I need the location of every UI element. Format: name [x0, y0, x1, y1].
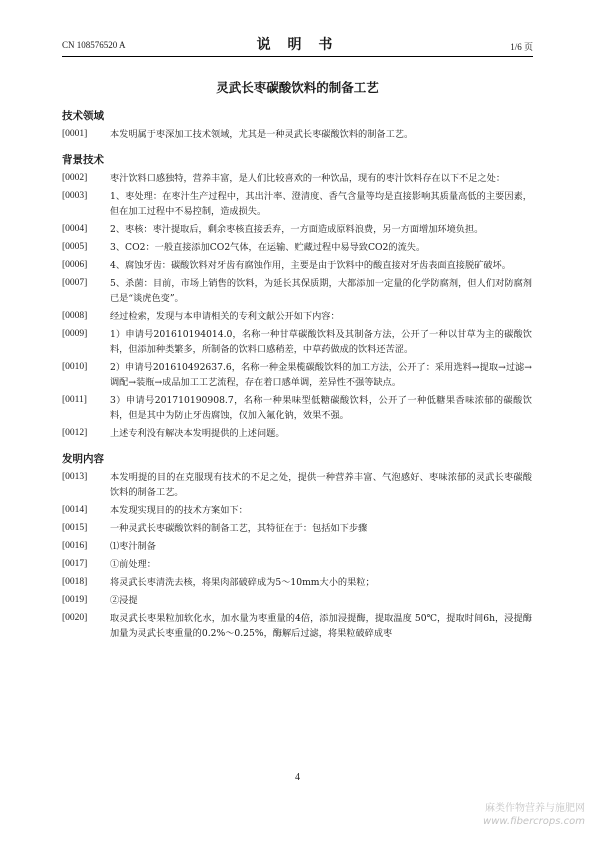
paragraph-text: ⑴枣汁制备 [110, 541, 156, 552]
paragraph-number: [0018] [62, 577, 88, 587]
paragraph-number: [0003] [62, 191, 88, 201]
paragraph [62, 309, 532, 324]
paragraph [62, 360, 532, 390]
paragraph-number: [0001] [62, 129, 88, 139]
section [62, 108, 532, 142]
paragraph [62, 557, 532, 572]
paragraph [62, 240, 532, 255]
paragraph-text: 1、枣处理：在枣汁生产过程中，其出汁率、澄清度、香气含量等均是直接影响其质量高低的主要因素，但在加工过程中不易控制，造成损失。 [110, 191, 532, 217]
paragraph-text: 上述专利没有解决本发明提供的上述问题。 [110, 428, 285, 439]
paragraph-number: [0010] [62, 362, 88, 372]
paragraph-text: 2、枣核：枣汁提取后，剩余枣核直接丢弃，一方面造成原料浪费，另一方面增加环境负担。 [110, 224, 484, 235]
paragraph [62, 276, 532, 306]
paragraph [62, 521, 532, 536]
paragraph-number: [0014] [62, 505, 88, 515]
paragraph [62, 127, 532, 142]
paragraph-text: 本发明提的目的在克服现有技术的不足之处，提供一种营养丰富、气泡感好、枣味浓郁的灵武长枣碳酸饮料的制备工艺。 [110, 472, 532, 498]
paragraph-number: [0006] [62, 260, 88, 270]
site-watermark [483, 802, 585, 828]
paragraph-number: [0002] [62, 173, 88, 183]
paragraph-number: [0020] [62, 613, 88, 623]
paragraph-text: 经过检索，发现与本申请相关的专利文献公开如下内容： [110, 311, 340, 322]
watermark-url: www.fibercrops.com [483, 816, 585, 827]
paragraph [62, 593, 532, 608]
paragraph-text: 3、CO2：一般直接添加CO2气体，在运输、贮藏过程中易导致CO2的流失。 [110, 242, 426, 253]
paragraph [62, 539, 532, 554]
paragraph-text: 2）申请号201610492637.6，名称一种金果榄碳酸饮料的加工方法，公开了：采用选料→提取→过滤→调配→装瓶→成品加工工艺流程，存在着口感单调，差异性不强等缺点。 [110, 362, 532, 388]
paragraph [62, 393, 532, 423]
page-indicator: 1/6 页 [510, 42, 533, 52]
paragraph [62, 611, 532, 641]
paragraph-text: 一种灵武长枣碳酸饮料的制备工艺，其特征在于：包括如下步骤 [110, 523, 368, 534]
paragraph-number: [0011] [62, 395, 87, 405]
paragraph-text: 4、腐蚀牙齿：碳酸饮料对牙齿有腐蚀作用，主要是由于饮料中的酸直接对牙齿表面直接脱矿破坏。 [110, 260, 511, 271]
paragraph [62, 171, 532, 186]
paragraph-number: [0017] [62, 559, 88, 569]
paragraph-number: [0009] [62, 329, 88, 339]
header-divider [62, 56, 533, 57]
paragraph-text: 取灵武长枣果粒加软化水，加水量为枣重量的4倍，添加浸提酶，提取温度 50℃，提取时间6h，浸提酶加量为灵武长枣重量的0.2%～0.25%，酶解后过滤，将果粒破碎成枣 [110, 613, 532, 639]
paragraph [62, 258, 532, 273]
document-body [62, 108, 532, 651]
paragraph-text: 本发明属于枣深加工技术领域，尤其是一种灵武长枣碳酸饮料的制备工艺。 [110, 129, 414, 140]
paragraph [62, 222, 532, 237]
paragraph-number: [0016] [62, 541, 88, 551]
paragraph [62, 189, 532, 219]
paragraph [62, 575, 532, 590]
paragraph [62, 470, 532, 500]
paragraph-text: 枣汁饮料口感独特，营养丰富，是人们比较喜欢的一种饮品，现有的枣汁饮料存在以下不足之处： [110, 173, 506, 184]
paragraph-text: 5、杀菌：目前，市场上销售的饮料，为延长其保质期，大都添加一定量的化学防腐剂，但人们对防腐剂已是“谈虎色变”。 [110, 278, 532, 304]
page-number: 4 [295, 772, 300, 783]
paragraph-text: ②浸提 [110, 595, 138, 606]
paragraph-text: 将灵武长枣清洗去核，将果肉部破碎成为5～10mm大小的果粒； [110, 577, 375, 588]
section-heading: 背景技术 [62, 154, 104, 166]
paragraph-text: 1）申请号201610194014.0，名称一种甘草碳酸饮料及其制备方法，公开了一种以甘草为主的碳酸饮料，但添加种类繁多，所制备的饮料口感稍差，中草药做成的饮料还苦涩。 [110, 329, 532, 355]
section [62, 451, 532, 641]
paragraph-number: [0019] [62, 595, 88, 605]
watermark-site-name: 麻类作物营养与施肥网 [485, 803, 585, 814]
paragraph-number: [0004] [62, 224, 88, 234]
paragraph-number: [0012] [62, 428, 88, 438]
section [62, 152, 532, 441]
section-heading: 发明内容 [62, 453, 104, 465]
document-title: 灵武长枣碳酸饮料的制备工艺 [216, 80, 379, 95]
paragraph-number: [0008] [62, 311, 88, 321]
paragraph-text: ①前处理： [110, 559, 156, 570]
paragraph-text: 本发现实现目的的技术方案如下： [110, 505, 248, 516]
paragraph [62, 327, 532, 357]
paragraph [62, 503, 532, 518]
paragraph-number: [0007] [62, 278, 88, 288]
paragraph-number: [0015] [62, 523, 88, 533]
paragraph [62, 426, 532, 441]
paragraph-number: [0013] [62, 472, 88, 482]
patent-number: CN 108576520 A [62, 40, 126, 50]
page-header [62, 34, 533, 54]
document-type-heading: 说 明 书 [256, 37, 339, 53]
paragraph-number: [0005] [62, 242, 88, 252]
section-heading: 技术领域 [62, 110, 104, 122]
paragraph-text: 3）申请号201710190908.7，名称一种果味型低糖碳酸饮料，公开了一种低糖果香味浓郁的碳酸饮料，但是其中为防止牙齿腐蚀，仅加入氟化钠，效果不强。 [110, 395, 532, 421]
